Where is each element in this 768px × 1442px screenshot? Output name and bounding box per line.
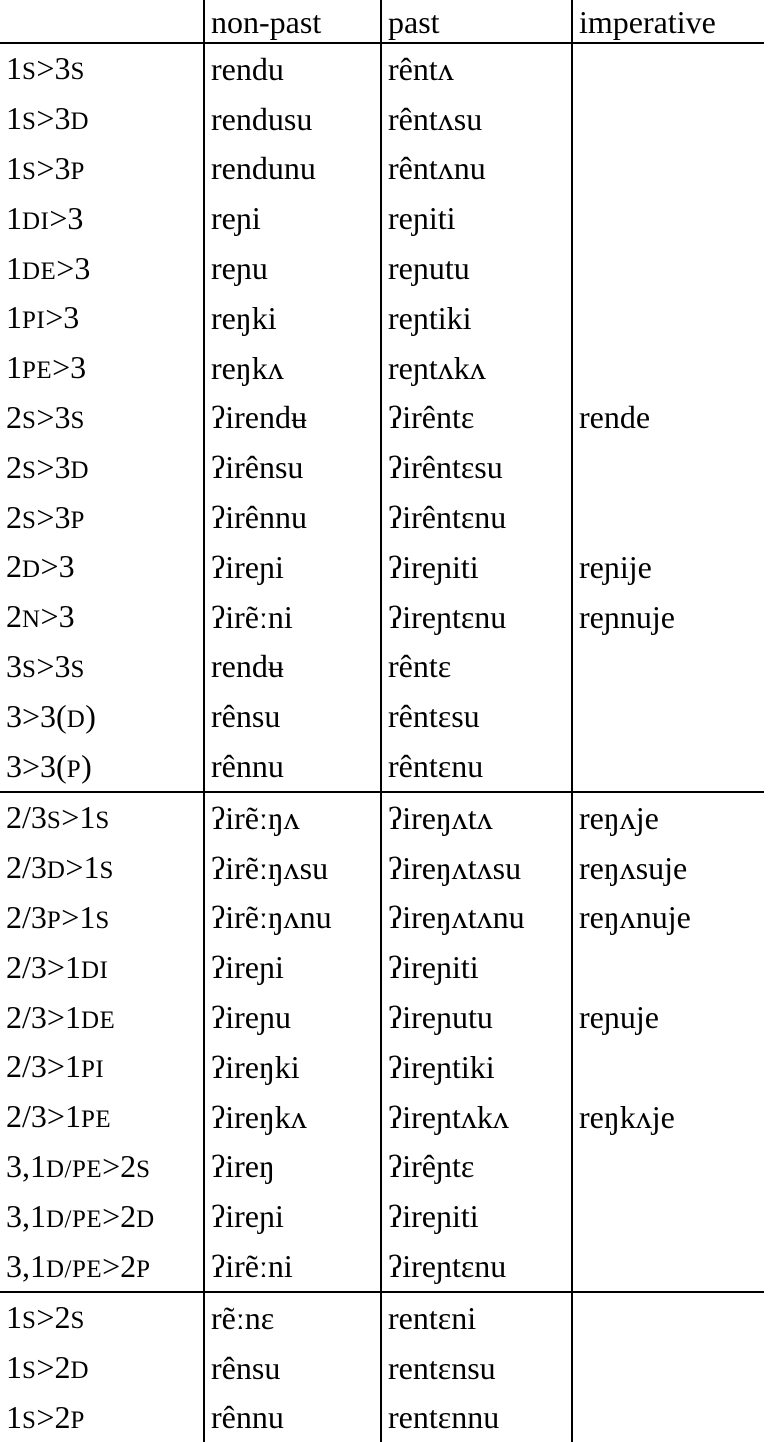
person-arrow: >1 <box>61 799 96 836</box>
past-cell: rentɛni <box>381 1292 572 1343</box>
person-arrow: >3 <box>36 150 71 187</box>
imperative-cell <box>572 243 764 293</box>
person-label-cell <box>0 144 204 194</box>
person-arrow: >1 <box>61 898 96 935</box>
table-row <box>0 144 764 194</box>
person-small-caps: N <box>22 606 41 634</box>
table-row <box>0 293 764 343</box>
person-arrow: >1 <box>46 948 81 985</box>
past-cell: ʔireɲiti <box>381 942 572 992</box>
person-arrow: >1 <box>46 998 81 1035</box>
person-number: 3,1 <box>6 1147 46 1184</box>
person-small-caps-target: D <box>70 456 89 484</box>
table-row <box>0 992 764 1042</box>
person-small-caps-target: DI <box>80 956 109 984</box>
imperative-cell: reɲuje <box>572 992 764 1042</box>
table-row <box>0 1142 764 1192</box>
person-small-caps-target: S <box>95 906 110 934</box>
person-arrow: >3 <box>49 199 84 236</box>
person-label-cell <box>0 942 204 992</box>
person-arrow: >2 <box>102 1147 137 1184</box>
past-cell: ʔireɲtɛnu <box>381 1241 572 1292</box>
imperative-cell <box>572 1393 764 1442</box>
person-arrow: >1 <box>46 1098 81 1135</box>
person-arrow: >2 <box>36 1398 71 1435</box>
table-row <box>0 1042 764 1092</box>
nonpast-cell: ʔirẽːŋʌnu <box>204 893 381 943</box>
person-number: 1 <box>6 199 22 236</box>
person-small-caps: S <box>22 456 37 484</box>
imperative-cell: rende <box>572 393 764 443</box>
past-cell: ʔirêɲtɛ <box>381 1142 572 1192</box>
past-cell: reɲiti <box>381 193 572 243</box>
nonpast-cell: reŋkʌ <box>204 343 381 393</box>
person-label-cell <box>0 1241 204 1292</box>
header-nonpast: non-past <box>204 0 381 43</box>
nonpast-cell: ʔireɲi <box>204 1191 381 1241</box>
imperative-cell <box>572 343 764 393</box>
imperative-cell <box>572 642 764 692</box>
person-number: 1 <box>6 349 22 386</box>
past-cell: ʔirêntɛ <box>381 393 572 443</box>
past-cell: ʔireŋʌtʌsu <box>381 843 572 893</box>
imperative-cell: reŋʌsuje <box>572 843 764 893</box>
person-small-caps: P <box>46 906 62 934</box>
person-number: 3 <box>6 697 22 734</box>
header-row <box>0 0 764 43</box>
person-arrow: >3 <box>36 647 71 684</box>
person-arrow: >3 <box>40 598 75 635</box>
person-arrow: >3 <box>36 50 71 87</box>
person-number: 2/3 <box>6 998 47 1035</box>
past-cell: rêntɛ <box>381 642 572 692</box>
person-label-cell <box>0 1142 204 1192</box>
table-row <box>0 942 764 992</box>
past-cell: rêntɛnu <box>381 741 572 792</box>
table-row <box>0 792 764 843</box>
imperative-cell <box>572 492 764 542</box>
past-cell: ʔireɲtɛnu <box>381 592 572 642</box>
past-cell: reɲtʌkʌ <box>381 343 572 393</box>
person-label-cell <box>0 741 204 792</box>
person-number: 2 <box>6 498 22 535</box>
person-label-cell <box>0 293 204 343</box>
person-small-caps: S <box>22 407 37 434</box>
person-label-cell <box>0 393 204 443</box>
table-row <box>0 1092 764 1142</box>
nonpast-cell: ʔirẽːŋʌsu <box>204 843 381 893</box>
person-number: 2/3 <box>6 948 47 985</box>
person-arrow: >3 <box>36 448 71 485</box>
past-cell: ʔirêntɛnu <box>381 492 572 542</box>
person-number: 2/3 <box>6 1098 47 1135</box>
person-small-caps: S <box>22 1357 37 1385</box>
person-small-caps: D/PE <box>46 1205 103 1233</box>
person-number: 2 <box>6 548 22 585</box>
table-row <box>0 542 764 592</box>
person-small-caps: S <box>22 1307 37 1335</box>
past-cell: ʔireɲiti <box>381 542 572 592</box>
person-small-caps-target: P <box>70 1406 85 1434</box>
imperative-cell <box>572 1292 764 1343</box>
imperative-cell: reɲije <box>572 542 764 592</box>
table-row <box>0 1191 764 1241</box>
table-row <box>0 893 764 943</box>
person-number: 2/3 <box>6 849 47 886</box>
person-arrow: >3 <box>36 399 71 435</box>
nonpast-cell: ʔirẽːŋʌ <box>204 792 381 843</box>
nonpast-cell: ʔirênnu <box>204 492 381 542</box>
table-row <box>0 43 764 94</box>
person-small-caps-target: S <box>70 407 85 434</box>
person-small-caps: S <box>46 807 62 835</box>
person-label-cell <box>0 1191 204 1241</box>
table-row <box>0 243 764 293</box>
past-cell: ʔireŋʌtʌnu <box>381 893 572 943</box>
nonpast-cell: rendʉ <box>204 642 381 692</box>
table-row <box>0 492 764 542</box>
table-row <box>0 442 764 492</box>
person-label-cell <box>0 94 204 144</box>
person-small-caps-target: PI <box>80 1056 105 1084</box>
person-number: 2/3 <box>6 799 47 836</box>
header-label-cell <box>0 0 204 43</box>
person-number: 2 <box>6 399 22 435</box>
past-cell: rêntʌsu <box>381 94 572 144</box>
imperative-cell <box>572 1241 764 1292</box>
person-small-caps-target: P <box>70 158 85 186</box>
nonpast-cell: ʔirẽːni <box>204 592 381 642</box>
table-row <box>0 1343 764 1393</box>
person-small-caps: S <box>22 506 37 534</box>
table-row <box>0 1241 764 1292</box>
person-small-caps-target: P <box>66 755 82 783</box>
person-label-cell <box>0 442 204 492</box>
person-small-caps: DI <box>22 207 50 235</box>
nonpast-cell: rendu <box>204 43 381 94</box>
table-row <box>0 343 764 393</box>
nonpast-cell: reɲi <box>204 193 381 243</box>
imperative-cell <box>572 741 764 792</box>
person-small-caps-target: S <box>70 1307 85 1335</box>
person-small-caps-target: S <box>95 807 110 835</box>
person-arrow: >3( <box>22 747 67 784</box>
nonpast-cell: rendusu <box>204 94 381 144</box>
person-number: 3 <box>6 647 22 684</box>
person-small-caps: S <box>22 158 37 186</box>
person-number: 1 <box>6 50 22 87</box>
person-label-cell <box>0 1292 204 1343</box>
past-cell: reɲutu <box>381 243 572 293</box>
person-small-caps: PE <box>22 357 53 385</box>
nonpast-cell: rênnu <box>204 1393 381 1442</box>
nonpast-cell: rênsu <box>204 691 381 741</box>
past-cell: rêntʌnu <box>381 144 572 194</box>
person-arrow: >1 <box>46 1048 81 1085</box>
imperative-cell <box>572 1343 764 1393</box>
person-tail: ) <box>85 697 96 734</box>
person-label-cell <box>0 542 204 592</box>
nonpast-cell: reŋki <box>204 293 381 343</box>
person-arrow: >3 <box>52 349 87 386</box>
person-label-cell <box>0 792 204 843</box>
person-number: 1 <box>6 1299 22 1336</box>
person-small-caps: D <box>46 857 66 885</box>
person-small-caps: D <box>22 556 41 584</box>
imperative-cell <box>572 1042 764 1092</box>
past-cell: rêntʌ <box>381 43 572 94</box>
person-label-cell <box>0 43 204 94</box>
person-arrow: >3( <box>22 697 67 734</box>
person-arrow: >2 <box>36 1299 71 1336</box>
imperative-cell <box>572 94 764 144</box>
imperative-cell: reɲnuje <box>572 592 764 642</box>
person-small-caps: S <box>22 108 37 136</box>
person-number: 2/3 <box>6 1048 47 1085</box>
nonpast-cell: ʔireŋkʌ <box>204 1092 381 1142</box>
past-cell: ʔireɲtiki <box>381 1042 572 1092</box>
past-cell: ʔireɲtʌkʌ <box>381 1092 572 1142</box>
nonpast-cell: ʔirẽːni <box>204 1241 381 1292</box>
table-row <box>0 592 764 642</box>
person-arrow: >3 <box>36 498 71 535</box>
person-number: 1 <box>6 299 22 336</box>
header-imperative: imperative <box>572 0 764 43</box>
past-cell: ʔirêntɛsu <box>381 442 572 492</box>
table-row <box>0 691 764 741</box>
table-row <box>0 642 764 692</box>
person-tail: ) <box>81 747 92 784</box>
person-label-cell <box>0 843 204 893</box>
imperative-cell: reŋʌnuje <box>572 893 764 943</box>
table-body <box>0 43 764 1442</box>
person-small-caps: S <box>22 655 37 683</box>
person-small-caps-target: PE <box>80 1106 112 1134</box>
imperative-cell <box>572 442 764 492</box>
nonpast-cell: ʔireŋ <box>204 1142 381 1192</box>
person-small-caps: S <box>22 58 37 86</box>
person-label-cell <box>0 243 204 293</box>
past-cell: ʔireɲutu <box>381 992 572 1042</box>
table-row <box>0 94 764 144</box>
person-label-cell <box>0 893 204 943</box>
table-row <box>0 193 764 243</box>
person-label-cell <box>0 691 204 741</box>
past-cell: rentɛnsu <box>381 1343 572 1393</box>
imperative-cell <box>572 193 764 243</box>
person-small-caps-target: P <box>70 506 85 534</box>
person-arrow: >3 <box>45 299 80 336</box>
table-row <box>0 843 764 893</box>
imperative-cell <box>572 1142 764 1192</box>
person-label-cell <box>0 1092 204 1142</box>
imperative-cell <box>572 144 764 194</box>
nonpast-cell: ʔirendʉ <box>204 393 381 443</box>
person-small-caps: D/PE <box>46 1155 103 1183</box>
person-label-cell <box>0 193 204 243</box>
person-label-cell <box>0 592 204 642</box>
person-number: 2 <box>6 448 22 485</box>
nonpast-cell: ʔirênsu <box>204 442 381 492</box>
nonpast-cell: rẽːnɛ <box>204 1292 381 1343</box>
person-number: 3,1 <box>6 1197 46 1234</box>
person-label-cell <box>0 1343 204 1393</box>
person-small-caps: DE <box>22 257 57 285</box>
past-cell: ʔireɲiti <box>381 1191 572 1241</box>
person-number: 1 <box>6 150 22 187</box>
imperative-cell <box>572 942 764 992</box>
person-label-cell <box>0 1393 204 1442</box>
person-arrow: >3 <box>56 249 91 286</box>
person-number: 3,1 <box>6 1247 46 1284</box>
person-number: 2/3 <box>6 898 47 935</box>
person-arrow: >3 <box>36 100 71 137</box>
nonpast-cell: rênsu <box>204 1343 381 1393</box>
person-small-caps: D/PE <box>46 1255 103 1283</box>
person-label-cell <box>0 992 204 1042</box>
person-small-caps-target: P <box>136 1255 151 1283</box>
person-number: 1 <box>6 100 22 137</box>
imperative-cell: reŋʌje <box>572 792 764 843</box>
person-label-cell <box>0 642 204 692</box>
person-small-caps-target: D <box>70 108 89 136</box>
imperative-cell <box>572 293 764 343</box>
person-label-cell <box>0 343 204 393</box>
person-small-caps-target: S <box>99 857 114 885</box>
person-arrow: >2 <box>102 1247 137 1284</box>
person-number: 3 <box>6 747 22 784</box>
header-past: past <box>381 0 572 43</box>
person-arrow: >2 <box>102 1197 137 1234</box>
past-cell: rentɛnnu <box>381 1393 572 1442</box>
imperative-cell <box>572 1191 764 1241</box>
person-small-caps-target: S <box>136 1155 151 1183</box>
person-number: 1 <box>6 1398 22 1435</box>
table-row <box>0 393 764 443</box>
person-small-caps-target: D <box>66 705 86 733</box>
nonpast-cell: rendunu <box>204 144 381 194</box>
table-row <box>0 1393 764 1442</box>
person-small-caps: S <box>22 1406 37 1434</box>
nonpast-cell: ʔireɲi <box>204 542 381 592</box>
person-small-caps-target: DE <box>80 1006 116 1034</box>
person-number: 1 <box>6 1349 22 1386</box>
imperative-cell <box>572 691 764 741</box>
person-arrow: >1 <box>65 849 100 886</box>
nonpast-cell: ʔireŋki <box>204 1042 381 1092</box>
nonpast-cell: reɲu <box>204 243 381 293</box>
person-small-caps-target: D <box>136 1205 155 1233</box>
person-arrow: >3 <box>40 548 75 585</box>
person-number: 1 <box>6 249 22 286</box>
nonpast-cell: ʔireɲi <box>204 942 381 992</box>
person-number: 2 <box>6 598 22 635</box>
table-row <box>0 741 764 792</box>
nonpast-cell: rênnu <box>204 741 381 792</box>
person-label-cell <box>0 492 204 542</box>
past-cell: rêntɛsu <box>381 691 572 741</box>
person-small-caps: PI <box>22 307 46 335</box>
imperative-cell: reŋkʌje <box>572 1092 764 1142</box>
person-small-caps-target: S <box>70 58 85 86</box>
past-cell: ʔireŋʌtʌ <box>381 792 572 843</box>
table-row <box>0 1292 764 1343</box>
past-cell: reɲtiki <box>381 293 572 343</box>
person-arrow: >2 <box>36 1349 71 1386</box>
person-label-cell <box>0 1042 204 1092</box>
person-small-caps-target: D <box>70 1357 89 1385</box>
person-small-caps-target: S <box>70 655 85 683</box>
nonpast-cell: ʔireɲu <box>204 992 381 1042</box>
imperative-cell <box>572 43 764 94</box>
